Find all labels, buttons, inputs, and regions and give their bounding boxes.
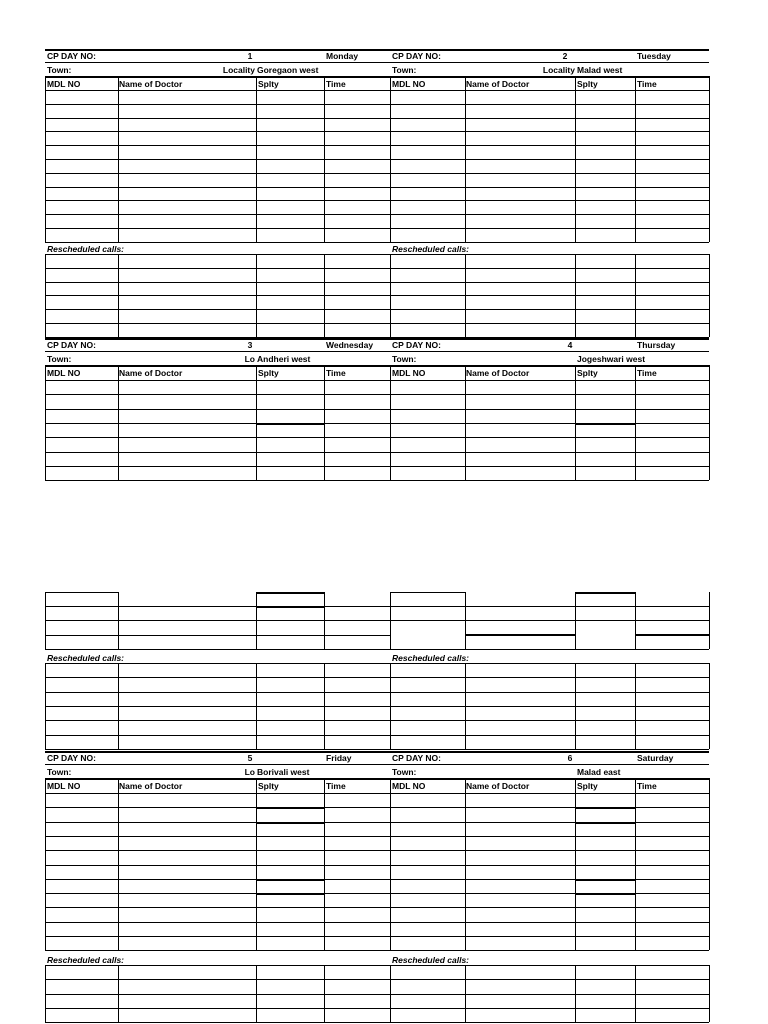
- cp-day-number: 2: [562, 51, 568, 61]
- table-row: [45, 480, 390, 481]
- weekday-label: Friday: [326, 753, 352, 763]
- specialty-cell-border: [575, 592, 635, 594]
- column-divider: [118, 380, 119, 480]
- cp-day-label: CP DAY NO:: [392, 340, 441, 350]
- table-row: [45, 865, 390, 866]
- column-divider: [635, 365, 636, 380]
- table-row: [45, 309, 390, 310]
- town-top-rule: [390, 764, 709, 765]
- table-row: [390, 749, 709, 750]
- table-row: [45, 187, 390, 188]
- cp-day-label: CP DAY NO:: [47, 753, 96, 763]
- table-row: [390, 994, 709, 995]
- town-top-rule: [390, 62, 709, 63]
- table-row: [45, 922, 390, 923]
- table-row: [390, 865, 709, 866]
- table-row: [390, 131, 709, 132]
- specialty-cell-border: [575, 893, 635, 895]
- table-row: [390, 187, 709, 188]
- col-time: Time: [637, 368, 657, 378]
- specialty-cell-border: [256, 592, 324, 594]
- column-divider: [45, 365, 46, 380]
- table-row: [390, 965, 709, 966]
- locality-label: Locality: [222, 65, 255, 75]
- table-row: [45, 994, 390, 995]
- column-divider: [575, 592, 576, 649]
- column-divider: [465, 793, 466, 950]
- locality-value: Malad west: [577, 65, 623, 75]
- column-divider: [45, 76, 46, 90]
- specialty-cell-border: [575, 879, 635, 881]
- column-divider: [45, 592, 46, 649]
- column-divider: [465, 365, 466, 380]
- table-row: [45, 620, 390, 621]
- table-row: [390, 677, 709, 678]
- col-time: Time: [637, 79, 657, 89]
- column-divider: [118, 76, 119, 90]
- rescheduled-calls-label: Rescheduled calls:: [47, 244, 125, 254]
- table-row: [390, 323, 709, 324]
- column-divider: [575, 380, 576, 480]
- col-time: Time: [326, 368, 346, 378]
- table-row: [390, 1008, 709, 1009]
- column-header-rule: [45, 76, 390, 78]
- table-row: [390, 807, 709, 808]
- column-divider: [575, 663, 576, 749]
- column-divider: [465, 76, 466, 90]
- column-divider: [635, 76, 636, 90]
- col-mdl-no: MDL NO: [47, 79, 81, 89]
- column-divider: [575, 778, 576, 793]
- table-row: [390, 979, 709, 980]
- locality-label: Lo: [244, 767, 255, 777]
- table-row: [390, 720, 709, 721]
- column-header-rule: [45, 778, 390, 780]
- table-row: [45, 893, 390, 894]
- table-row: [390, 606, 709, 607]
- rescheduled-calls-label: Rescheduled calls:: [47, 653, 125, 663]
- town-label: Town:: [392, 767, 417, 777]
- table-row: [45, 663, 390, 664]
- column-divider: [575, 76, 576, 90]
- col-mdl-no: MDL NO: [392, 368, 426, 378]
- locality-value: Malad east: [577, 767, 621, 777]
- table-row: [45, 131, 390, 132]
- table-right-border: [709, 793, 710, 950]
- table-row: [390, 159, 709, 160]
- town-label: Town:: [47, 767, 72, 777]
- specialty-cell-border: [575, 423, 635, 425]
- table-left-border: [45, 663, 46, 749]
- table-row: [45, 1008, 390, 1009]
- column-divider: [118, 778, 119, 793]
- column-divider: [256, 965, 257, 1022]
- table-row: [390, 295, 709, 296]
- table-row: [390, 735, 709, 736]
- table-row: [390, 466, 709, 467]
- table-left-border: [45, 965, 46, 1022]
- table-row: [390, 893, 709, 894]
- table-row: [390, 836, 709, 837]
- column-divider: [709, 76, 710, 90]
- table-row: [390, 394, 709, 395]
- column-divider: [465, 778, 466, 793]
- table-row: [45, 242, 390, 243]
- cp-day-number: 5: [247, 753, 253, 763]
- table-row: [45, 822, 390, 823]
- table-row: [45, 214, 390, 215]
- col-mdl-no: MDL NO: [392, 79, 426, 89]
- table-row: [45, 423, 390, 424]
- table-row: [45, 635, 390, 636]
- locality-label: Locality: [542, 65, 575, 75]
- column-header-rule: [390, 76, 709, 78]
- table-row: [390, 268, 709, 269]
- table-row: [45, 452, 390, 453]
- column-header-rule: [390, 365, 709, 367]
- table-row: [45, 735, 390, 736]
- rescheduled-calls-label: Rescheduled calls:: [392, 244, 470, 254]
- col-doctor-name: Name of Doctor: [119, 368, 183, 378]
- table-row: [390, 423, 709, 424]
- column-divider: [45, 778, 46, 793]
- column-divider: [118, 793, 119, 950]
- column-divider: [118, 663, 119, 749]
- table-row: [390, 936, 709, 937]
- table-row: [45, 677, 390, 678]
- column-divider: [324, 254, 325, 337]
- column-divider: [256, 778, 257, 793]
- column-divider: [635, 793, 636, 950]
- table-row: [45, 706, 390, 707]
- table-right-border: [709, 663, 710, 749]
- table-row: [45, 979, 390, 980]
- column-divider: [575, 793, 576, 950]
- column-divider: [390, 365, 391, 380]
- specialty-cell-border: [256, 606, 324, 608]
- table-row: [390, 822, 709, 823]
- table-row: [45, 254, 390, 255]
- table-row: [390, 793, 709, 794]
- cp-day-label: CP DAY NO:: [392, 51, 441, 61]
- column-divider: [635, 965, 636, 1022]
- table-left-border: [45, 380, 46, 480]
- table-row: [390, 950, 709, 951]
- col-mdl-no: MDL NO: [47, 781, 81, 791]
- column-divider: [635, 778, 636, 793]
- column-divider: [635, 592, 636, 649]
- table-row: [390, 1022, 709, 1023]
- col-doctor-name: Name of Doctor: [466, 79, 530, 89]
- table-row: [45, 749, 390, 750]
- table-row: [45, 268, 390, 269]
- table-row: [390, 452, 709, 453]
- rescheduled-calls-label: Rescheduled calls:: [392, 653, 470, 663]
- table-right-border: [709, 380, 710, 480]
- column-divider: [118, 365, 119, 380]
- column-divider: [635, 663, 636, 749]
- column-divider: [465, 380, 466, 480]
- locality-value: Borivali west: [257, 767, 310, 777]
- table-row: [390, 879, 709, 880]
- table-row: [390, 90, 709, 91]
- column-divider: [465, 592, 466, 649]
- town-label: Town:: [47, 354, 72, 364]
- table-row: [390, 145, 709, 146]
- column-divider: [324, 380, 325, 480]
- col-mdl-no: MDL NO: [392, 781, 426, 791]
- column-divider: [256, 90, 257, 242]
- table-row: [45, 295, 390, 296]
- table-row: [45, 228, 390, 229]
- column-divider: [324, 90, 325, 242]
- col-doctor-name: Name of Doctor: [466, 368, 530, 378]
- table-row: [45, 965, 390, 966]
- table-row: [45, 692, 390, 693]
- town-label: Town:: [392, 354, 417, 364]
- table-row: [390, 437, 709, 438]
- table-left-border: [390, 965, 391, 1022]
- table-row: [45, 380, 390, 381]
- table-row: [45, 200, 390, 201]
- cp-day-number: 4: [567, 340, 573, 350]
- table-row: [390, 649, 709, 650]
- column-divider: [324, 76, 325, 90]
- column-divider: [635, 254, 636, 337]
- col-doctor-name: Name of Doctor: [119, 79, 183, 89]
- column-header-rule: [45, 365, 390, 367]
- column-divider: [324, 965, 325, 1022]
- column-divider: [256, 380, 257, 480]
- cp-day-number: 3: [247, 340, 253, 350]
- table-left-border: [390, 380, 391, 480]
- col-mdl-no: MDL NO: [47, 368, 81, 378]
- col-doctor-name: Name of Doctor: [119, 781, 183, 791]
- table-row: [390, 850, 709, 851]
- table-row: [45, 907, 390, 908]
- table-row: [45, 90, 390, 91]
- table-row: [390, 228, 709, 229]
- cp-day-label: CP DAY NO:: [392, 753, 441, 763]
- doctor-cell-border: [465, 634, 575, 636]
- table-right-border: [709, 254, 710, 337]
- table-left-border: [45, 793, 46, 950]
- town-top-rule: [45, 351, 390, 352]
- table-row: [45, 173, 390, 174]
- weekday-label: Monday: [326, 51, 359, 61]
- table-row: [390, 620, 709, 621]
- column-divider: [465, 965, 466, 1022]
- table-row: [45, 282, 390, 283]
- column-divider: [635, 380, 636, 480]
- column-divider: [256, 365, 257, 380]
- table-row: [45, 936, 390, 937]
- table-left-border: [390, 90, 391, 242]
- col-doctor-name: Name of Doctor: [466, 781, 530, 791]
- weekday-label: Thursday: [637, 340, 676, 350]
- weekday-label: Saturday: [637, 753, 674, 763]
- column-divider: [635, 90, 636, 242]
- town-top-rule: [390, 351, 709, 352]
- table-left-border: [45, 254, 46, 337]
- column-divider: [256, 254, 257, 337]
- table-row: [45, 1022, 390, 1023]
- column-divider: [575, 965, 576, 1022]
- town-top-rule: [45, 764, 390, 765]
- table-row: [45, 950, 390, 951]
- column-header-rule: [390, 778, 709, 780]
- column-divider: [390, 76, 391, 90]
- specialty-cell-border: [256, 893, 324, 895]
- column-divider: [709, 592, 710, 649]
- col-specialty: Splty: [577, 368, 598, 378]
- col-specialty: Splty: [258, 79, 279, 89]
- specialty-cell-border: [575, 822, 635, 824]
- specialty-cell-border: [256, 822, 324, 824]
- column-divider: [118, 592, 119, 649]
- table-row: [390, 214, 709, 215]
- table-row: [45, 592, 118, 593]
- town-label: Town:: [47, 65, 72, 75]
- cp-day-label: CP DAY NO:: [47, 51, 96, 61]
- column-divider: [118, 965, 119, 1022]
- specialty-cell-border: [575, 807, 635, 809]
- table-row: [45, 836, 390, 837]
- column-divider: [465, 254, 466, 337]
- table-row: [390, 592, 465, 593]
- column-divider: [465, 90, 466, 242]
- column-divider: [324, 778, 325, 793]
- table-row: [45, 649, 390, 650]
- column-divider: [324, 365, 325, 380]
- specialty-cell-border: [256, 423, 324, 425]
- column-divider: [324, 793, 325, 950]
- table-row: [390, 282, 709, 283]
- cp-day-label: CP DAY NO:: [47, 340, 96, 350]
- table-left-border: [390, 793, 391, 950]
- locality-value: Andheri west: [257, 354, 311, 364]
- column-divider: [324, 592, 325, 649]
- table-right-border: [709, 90, 710, 242]
- town-top-rule: [45, 62, 390, 63]
- table-row: [390, 663, 709, 664]
- table-row: [390, 309, 709, 310]
- table-row: [45, 466, 390, 467]
- table-row: [390, 104, 709, 105]
- column-divider: [575, 254, 576, 337]
- table-right-border: [709, 965, 710, 1022]
- table-row: [45, 394, 390, 395]
- table-row: [45, 850, 390, 851]
- locality-value: Jogeshwari west: [577, 354, 646, 364]
- table-row: [390, 907, 709, 908]
- table-row: [45, 807, 390, 808]
- column-divider: [256, 663, 257, 749]
- column-divider: [324, 663, 325, 749]
- rescheduled-calls-label: Rescheduled calls:: [47, 955, 125, 965]
- specialty-cell-border: [256, 879, 324, 881]
- table-row: [390, 254, 709, 255]
- specialty-cell-border: [256, 807, 324, 809]
- table-row: [45, 437, 390, 438]
- column-divider: [575, 365, 576, 380]
- column-divider: [256, 76, 257, 90]
- col-specialty: Splty: [577, 781, 598, 791]
- table-row: [390, 380, 709, 381]
- table-row: [45, 118, 390, 119]
- rescheduled-calls-label: Rescheduled calls:: [392, 955, 470, 965]
- col-specialty: Splty: [258, 368, 279, 378]
- col-time: Time: [326, 79, 346, 89]
- column-divider: [118, 254, 119, 337]
- weekday-label: Wednesday: [326, 340, 374, 350]
- column-divider: [118, 90, 119, 242]
- table-row: [390, 480, 709, 481]
- table-left-border: [390, 254, 391, 337]
- column-divider: [709, 778, 710, 793]
- table-left-border: [45, 90, 46, 242]
- table-row: [45, 145, 390, 146]
- table-row: [390, 922, 709, 923]
- column-divider: [256, 592, 257, 649]
- table-row: [390, 118, 709, 119]
- column-divider: [465, 663, 466, 749]
- table-row: [45, 104, 390, 105]
- table-row: [45, 323, 390, 324]
- weekday-label: Tuesday: [637, 51, 671, 61]
- table-row: [45, 793, 390, 794]
- table-row: [390, 409, 709, 410]
- table-left-border: [390, 663, 391, 749]
- locality-value: Goregaon west: [257, 65, 319, 75]
- table-row: [390, 173, 709, 174]
- table-row: [45, 720, 390, 721]
- column-divider: [709, 365, 710, 380]
- table-row: [45, 159, 390, 160]
- column-divider: [575, 90, 576, 242]
- column-divider: [256, 793, 257, 950]
- cp-day-number: 1: [247, 51, 253, 61]
- time-cell-border: [635, 634, 709, 636]
- table-row: [45, 879, 390, 880]
- table-row: [45, 606, 390, 607]
- locality-label: Lo: [244, 354, 255, 364]
- col-time: Time: [637, 781, 657, 791]
- column-divider: [390, 778, 391, 793]
- town-label: Town:: [392, 65, 417, 75]
- table-row: [45, 409, 390, 410]
- table-row: [390, 692, 709, 693]
- table-row: [390, 200, 709, 201]
- table-row: [390, 706, 709, 707]
- col-specialty: Splty: [577, 79, 598, 89]
- col-specialty: Splty: [258, 781, 279, 791]
- table-row: [390, 242, 709, 243]
- col-time: Time: [326, 781, 346, 791]
- cp-day-number: 6: [567, 753, 573, 763]
- column-divider: [390, 592, 391, 649]
